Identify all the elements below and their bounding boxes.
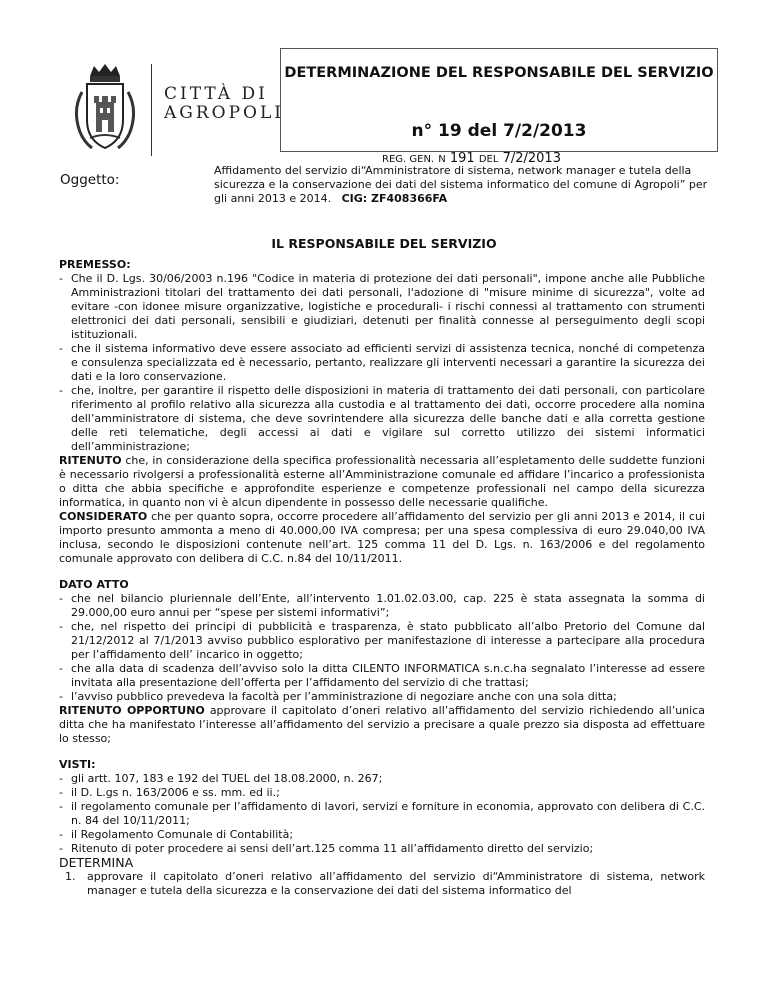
ritenuto-paragraph [59,454,705,510]
considerato-text: che per quanto sopra, occorre procedere all’affidamento del servizio per gli anni 2013 e 2014, il cui importo presunto ammonta a meno di 40.000,00 IVA compresa; per una spesa complessiva di euro 29.040,00 IVA inclusa, secondo le disposizioni contenute nell’art. 125 comma 11 del D. Lgs. n. 163/2006 e del regolamento comunale approvato con delibera di C.C. n.84 del 10/11/2011. [59,510,705,565]
reg-gen-n: N [438,154,446,165]
dato-atto-item: - che nel bilancio pluriennale dell’Ente, all’intervento 1.01.02.03.00, cap. 225 è stata assegnata la somma di 29.000,00 euro annui per “spese per sistemi informativi”; [59,592,705,620]
ritenuto-text: che, in considerazione della specifica professionalità necessaria all’espletamento delle suddette funzioni è necessario rivolgersi a professionalità esterne all’Amministrazione comunale ed affidare l’incarico a professionista o ditta che abbia specifiche e approfondite esperienze e competenze professionali nel campo della sicurezza informatica, in quanto non vi è alcun dipendente in possesso delle necessarie qualifiche. [59,454,705,509]
reg-gen-number: 191 [449,151,475,166]
dato-atto-item: - che, nel rispetto dei principi di pubblicità e trasparenza, è stato pubblicato all’albo Pretorio del Comune dal 21/12/2012 al 7/1/2013 avviso pubblico esplorativo per manifestazione di interesse a partecipare alla procedura per l’affidamento dell’ incarico in oggetto; [59,620,705,662]
reg-gen-date: 7/2/2013 [502,151,561,166]
oggetto-text [214,164,714,206]
dato-atto-section [59,578,705,704]
premesso-heading: PREMESSO: [59,258,131,271]
header-divider [151,64,152,156]
ritenuto-lead: RITENUTO [59,454,122,467]
reg-gen-label: REG. GEN. [382,154,435,165]
title-box [280,48,718,152]
visti-heading: VISTI: [59,758,96,771]
determina-item [59,870,705,898]
visti-item: - il Regolamento Comunale di Contabilità; [59,828,705,842]
document-number: n° 19 del 7/2/2013 [411,121,587,141]
ritenuto-opportuno-lead: RITENUTO OPPORTUNO [59,704,205,717]
visti-item: - il regolamento comunale per l’affidamento di lavori, servizi e forniture in economia, approvato con delibera di C.C. n. 84 del 10/11/2011; [59,800,705,828]
considerato-lead: CONSIDERATO [59,510,148,523]
oggetto-description: Affidamento del servizio di“Amministratore di sistema, network manager e tutela della sicurezza e la conservazione dei dati del sistema informatico del comune di Agropoli” per gli anni 2013 e 2014. [214,164,708,205]
considerato-paragraph [59,510,705,566]
premesso-item: - che, inoltre, per garantire il rispetto delle disposizioni in materia di trattamento dei dati personali, con particolare riferimento al profilo relativo alla sicurezza alla custodia e al trattamento dei dati, occorre procedere alla nomina dell’amministratore di sistema, che deve sovrintendere alla sicurezza delle banche dati e alla corretta gestione delle reti telematiche, degli accessi ai dati e vigilare sul corretto utilizzo dei sistemi informatici dell’amministrazione; [59,384,705,454]
reg-gen-del: DEL [478,154,499,165]
responsabile-heading: IL RESPONSABILE DEL SERVIZIO [271,236,497,251]
visti-item: - gli artt. 107, 183 e 192 del TUEL del 18.08.2000, n. 267; [59,772,705,786]
dato-atto-heading: DATO ATTO [59,578,129,591]
ritenuto-opportuno-text: approvare il capitolato d’oneri relativo all’affidamento del servizio richiedendo all’unica ditta che ha manifestato l’interesse all’affidamento del servizio a precisare a quale prezzo sia disposta ad effettuare lo stesso; [59,704,705,745]
determina-item-number: 1. [65,870,76,883]
visti-item: - il D. L.gs n. 163/2006 e ss. mm. ed ii.; [59,786,705,800]
dato-atto-item: - che alla data di scadenza dell’avviso solo la ditta CILENTO INFORMATICA s.n.c.ha segnalato l’interesse ad essere invitata alla presentazione dell’offerta per l’affidamento del servizio di che trattasi; [59,662,705,690]
cig-code: CIG: ZF408366FA [341,192,448,205]
premesso-item: - che il sistema informativo deve essere associato ad efficienti servizi di assistenza tecnica, nonché di competenza e consulenza specializzata ed è necessario, pertanto, realizzare gli interventi necessari a garantire la sicurezza dei dati e la loro conservazione. [59,342,705,384]
coat-of-arms-logo [70,62,140,154]
document-title: DETERMINAZIONE DEL RESPONSABILE DEL SERVIZIO [284,65,714,81]
premesso-section [59,258,705,454]
determina-item-text: approvare il capitolato d’oneri relativo all’affidamento del servizio di“Amministratore di sistema, network manager e tutela della sicurezza e la conservazione dei dati del sistema informatico del [87,870,705,897]
dato-atto-item: - l’avviso pubblico prevedeva la facoltà per l’amministrazione di negoziare anche con una sola ditta; [59,690,705,704]
oggetto-label: Oggetto: [60,172,120,188]
ritenuto-opportuno-paragraph [59,704,705,746]
determina-heading: DETERMINA [59,855,134,870]
document-body [59,258,705,898]
visti-section [59,758,705,856]
visti-item: - Ritenuto di poter procedere ai sensi dell’art.125 comma 11 all’affidamento diretto del servizio; [59,842,705,856]
determina-list [59,870,705,898]
city-name-line1: CITTÀ DI [164,84,268,104]
city-name-line2: AGROPOLI [164,103,284,123]
premesso-item: - Che il D. Lgs. 30/06/2003 n.196 "Codice in materia di protezione dei dati personali", impone anche alle Pubbliche Amministrazioni titolari del trattamento dei dati personali, l'adozione di "misure minime di sicurezza", volte ad evitare -con idonee misure organizzative, logistiche e procedurali- i rischi connessi al trattamento con strumenti elettronici dei dati personali, sensibili e giudiziari, detenuti per finalità connesse al perseguimento degli scopi istituzionali. [59,272,705,342]
